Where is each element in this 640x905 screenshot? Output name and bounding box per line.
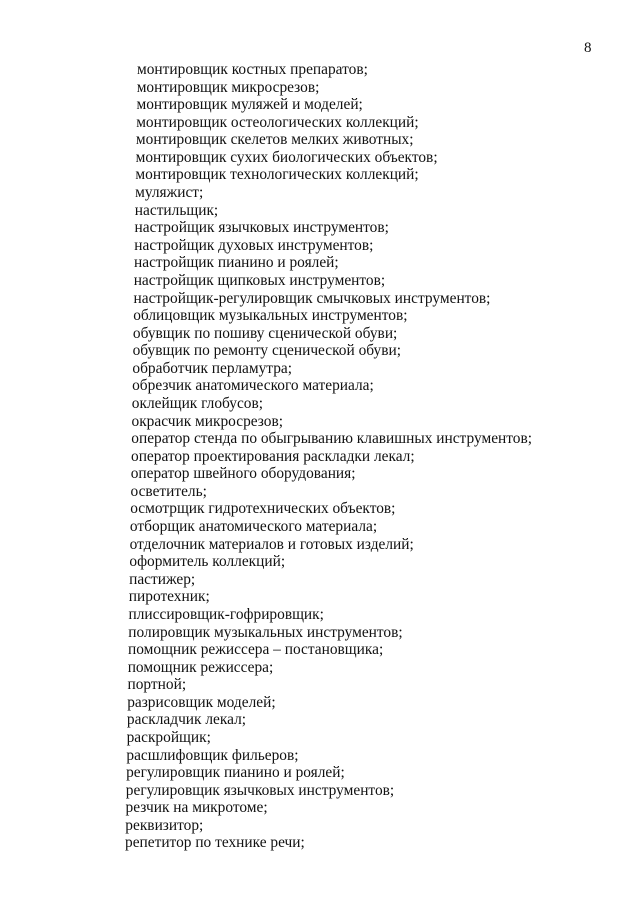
list-item: монтировщик муляжей и моделей; <box>136 96 363 114</box>
list-item: монтировщик технологических коллекций; <box>135 166 419 184</box>
list-item: монтировщик остеологических коллекций; <box>136 113 419 131</box>
list-item: обувщик по пошиву сценической обуви; <box>132 324 398 342</box>
list-item: оформитель коллекций; <box>129 553 286 571</box>
list-item: обувщик по ремонту сценической обуви; <box>132 342 401 360</box>
list-item: репетитор по технике речи; <box>125 834 305 852</box>
list-item: портной; <box>127 676 187 694</box>
list-item: обработчик перламутра; <box>132 359 293 377</box>
list-item: оператор стенда по обыгрыванию клавишных инструментов; <box>131 430 533 448</box>
list-item: осветитель; <box>130 482 207 500</box>
list-item: регулировщик язычковых инструментов; <box>125 781 395 799</box>
list-item: настройщик духовых инструментов; <box>134 236 374 254</box>
list-item: муляжист; <box>135 184 204 202</box>
list-item: настройщик-регулировщик смычковых инструментов; <box>133 289 491 307</box>
list-item: помощник режиссера – постановщика; <box>128 641 384 659</box>
list-item: оператор проектирования раскладки лекал; <box>131 447 415 465</box>
list-item: облицовщик музыкальных инструментов; <box>133 307 408 325</box>
list-item: оператор швейного оборудования; <box>130 465 356 483</box>
list-item: монтировщик сухих биологических объектов; <box>135 148 438 166</box>
list-item: регулировщик пианино и роялей; <box>126 764 345 782</box>
list-item: плиссировщик-гофрировщик; <box>128 605 324 623</box>
list-item: полировщик музыкальных инструментов; <box>128 623 403 641</box>
list-item: настройщик пианино и роялей; <box>134 254 339 272</box>
list-item: окрасчик микросрезов; <box>131 412 284 430</box>
list-item: настройщик язычковых инструментов; <box>134 219 389 237</box>
list-item: разрисовщик моделей; <box>127 693 276 711</box>
list-item: пастижер; <box>129 570 196 588</box>
page-number: 8 <box>584 40 592 56</box>
list-item: реквизитор; <box>125 816 204 834</box>
profession-list <box>0 61 640 852</box>
list-item: оклейщик глобусов; <box>131 394 264 412</box>
list-item: расшлифовщик фильеров; <box>126 746 299 764</box>
list-item: монтировщик костных препаратов; <box>137 61 368 78</box>
list-item: отборщик анатомического материала; <box>129 518 378 536</box>
list-item: пиротехник; <box>128 588 210 606</box>
list-item: помощник режиссера; <box>127 658 274 676</box>
list-item: резчик на микротоме; <box>125 799 268 817</box>
list-item: раскладчик лекал; <box>126 711 247 729</box>
list-item: монтировщик микросрезов; <box>136 78 320 96</box>
list-item: настройщик щипковых инструментов; <box>133 271 386 289</box>
list-item: отделочник материалов и готовых изделий; <box>129 535 414 553</box>
list-item: обрезчик анатомического материала; <box>132 377 374 395</box>
list-item: осмотрщик гидротехнических объектов; <box>130 500 396 518</box>
list-item: настильщик; <box>134 201 219 219</box>
list-item: монтировщик скелетов мелких животных; <box>135 131 414 149</box>
list-item: раскройщик; <box>126 728 211 746</box>
